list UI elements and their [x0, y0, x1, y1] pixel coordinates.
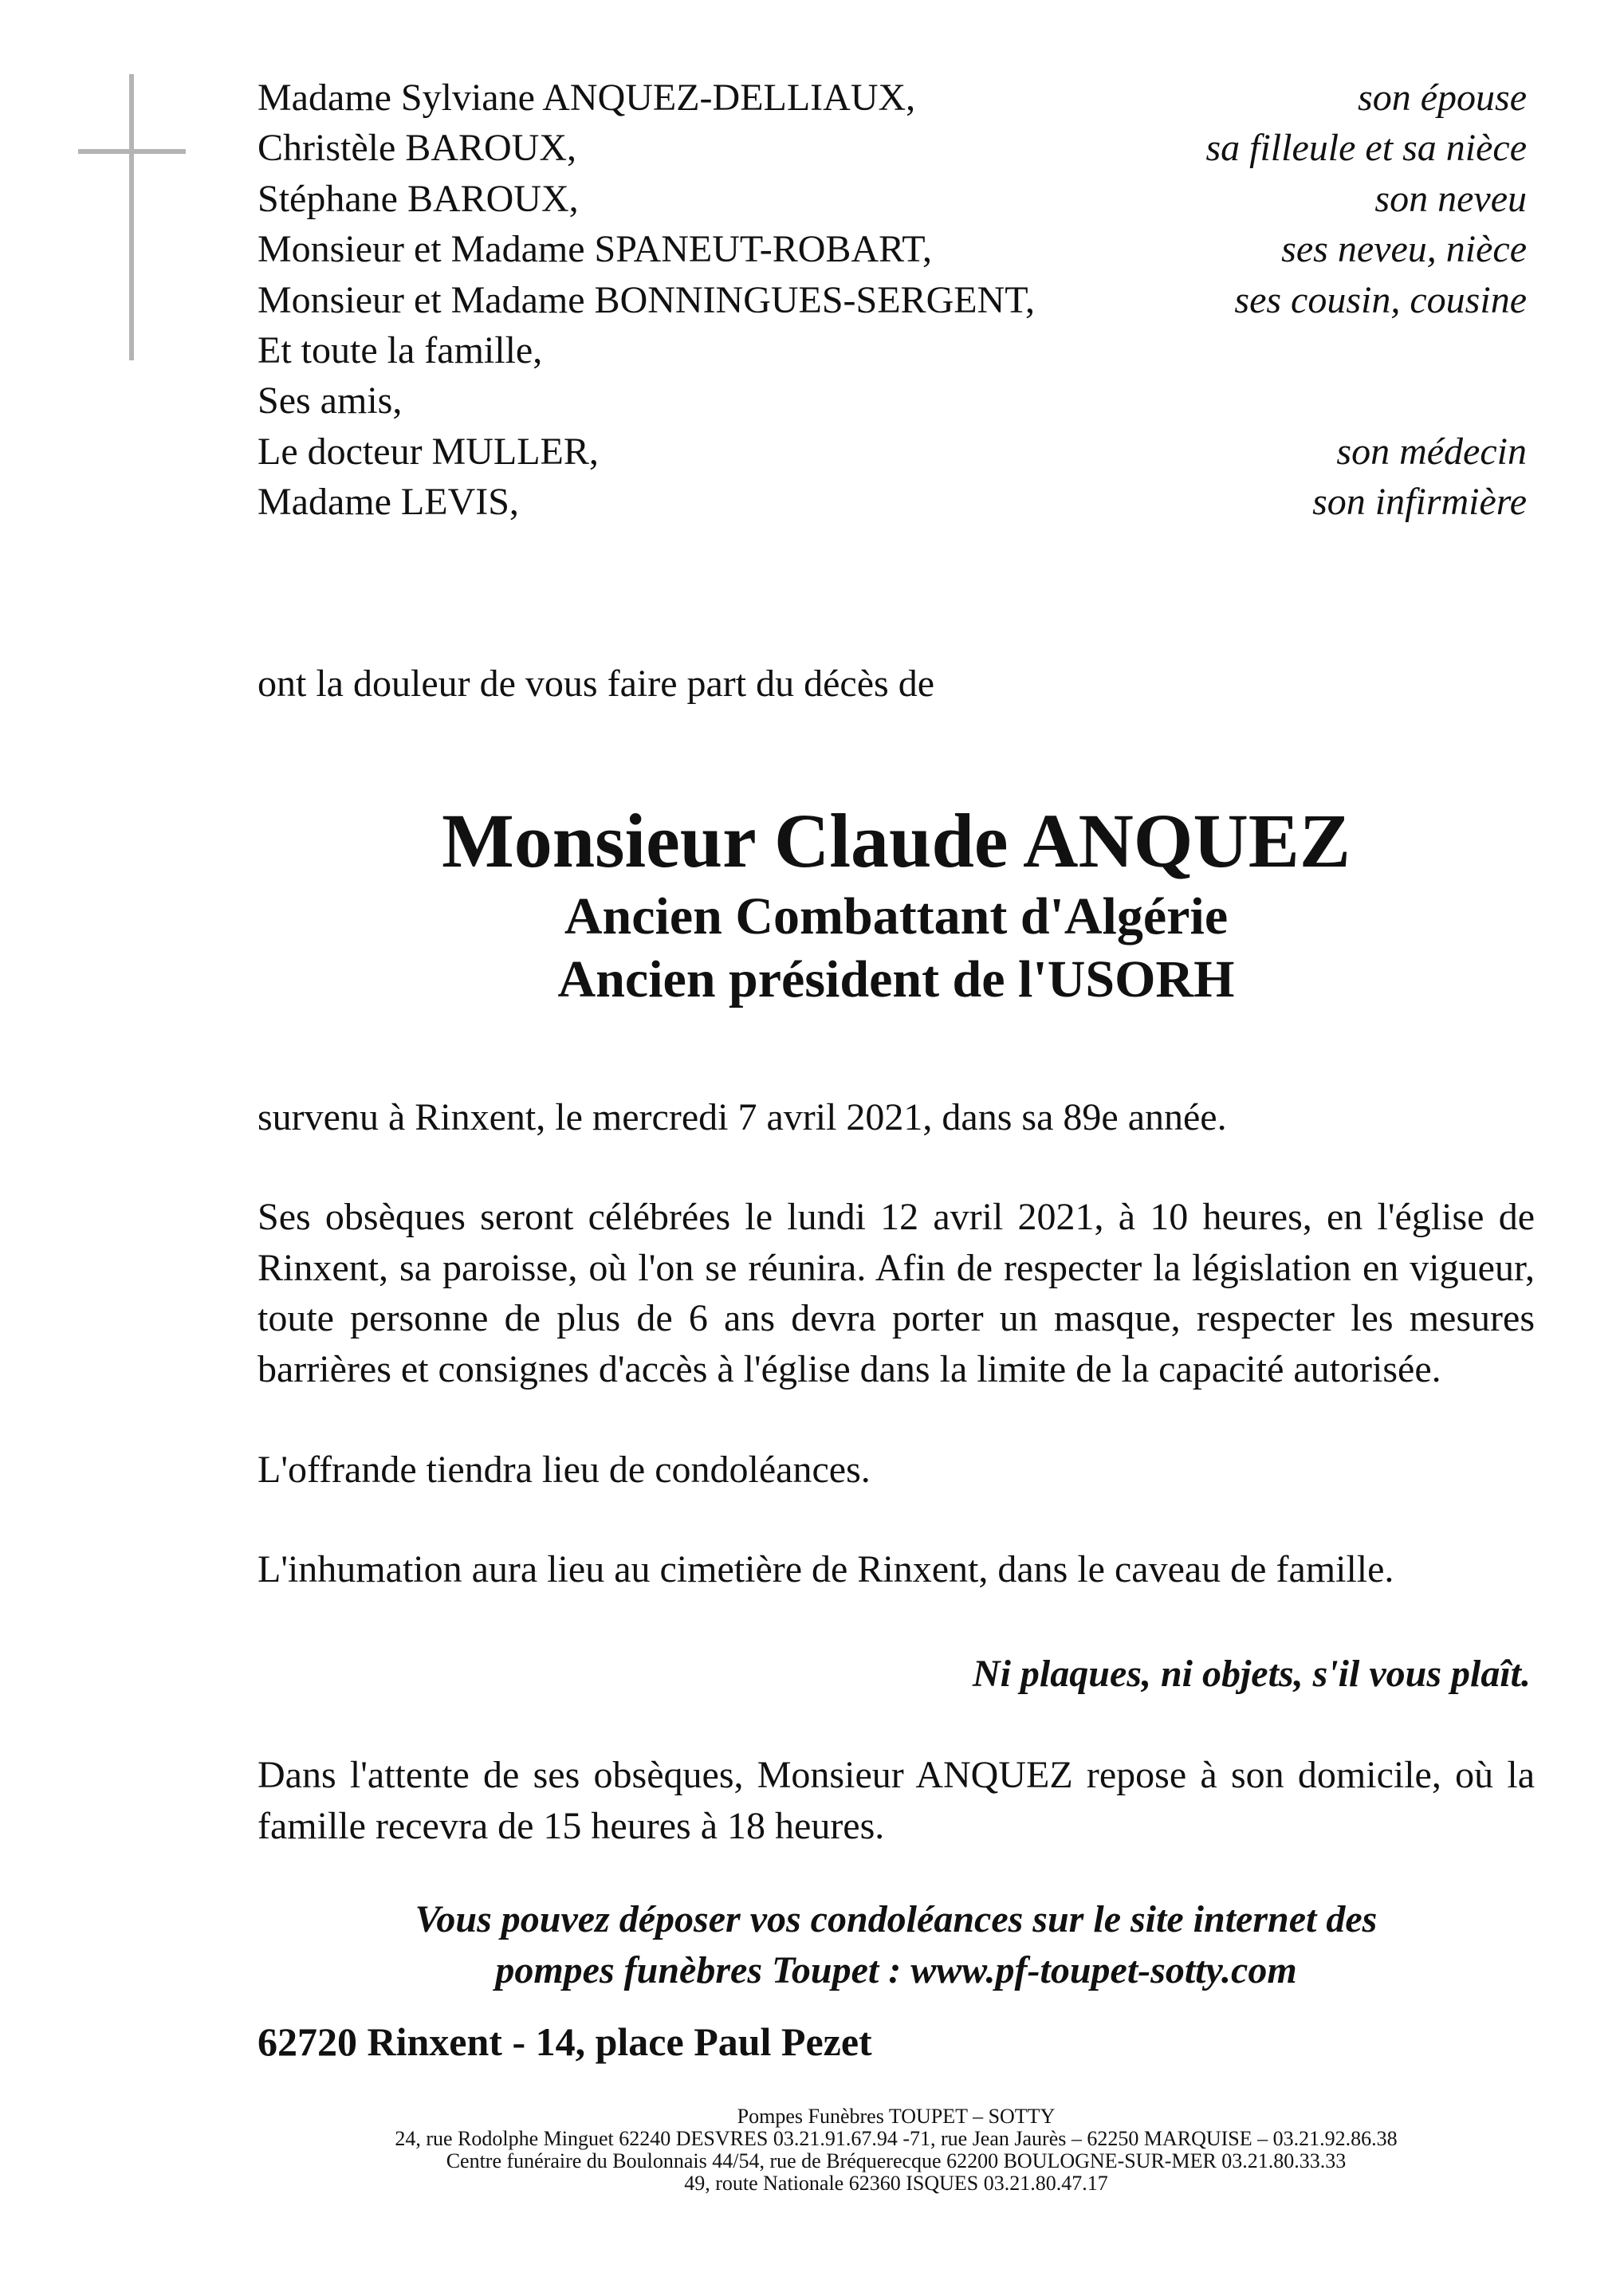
condolences-line: Vous pouvez déposer vos condoléances sur le site internet des	[415, 1898, 1378, 1940]
deceased-title: Ancien président de l'USORH	[557, 950, 1235, 1008]
family-name: Stéphane BAROUX,	[258, 177, 579, 220]
family-name: Ses amis,	[258, 379, 403, 423]
family-row	[258, 375, 1529, 426]
family-role	[1527, 375, 1529, 426]
family-list	[258, 73, 1529, 528]
family-name: Le docteur MULLER,	[258, 430, 599, 473]
family-row	[258, 73, 1529, 123]
family-role: son médecin	[1336, 430, 1527, 473]
intro-text: ont la douleur de vous faire part du décès de	[258, 662, 935, 705]
family-row	[258, 224, 1529, 274]
burial-text: L'inhumation aura lieu au cimetière de Rinxent, dans le caveau de famille.	[258, 1548, 1394, 1590]
footer-line: Pompes Funèbres TOUPET – SOTTY	[737, 2105, 1056, 2128]
footer-line: Centre funéraire du Boulonnais 44/54, rue de Bréquerecque 62200 BOULOGNE-SUR-MER 03.21.80.33.33	[446, 2149, 1347, 2172]
footer-line: 24, rue Rodolphe Minguet 62240 DESVRES 03.21.91.67.94 -71, rue Jean Jaurès – 62250 MARQUISE – 03.21.92.86.38	[395, 2127, 1398, 2150]
funeral-line: barrières et consignes d'accès à l'église dans la limite de la capacité autorisée.	[258, 1347, 1441, 1390]
footer-line: 49, route Nationale 62360 ISQUES 03.21.80.47.17	[684, 2172, 1108, 2195]
family-role: ses cousin, cousine	[1234, 278, 1527, 321]
visitation-line: famille recevra de 15 heures à 18 heures.	[258, 1804, 885, 1847]
no-plaques-notice: Ni plaques, ni objets, s'il vous plaît.	[972, 1653, 1531, 1695]
family-name: Et toute la famille,	[258, 328, 543, 372]
family-name: Christèle BAROUX,	[258, 127, 576, 170]
cross-icon-vertical-bar	[129, 74, 134, 360]
family-row	[258, 477, 1529, 527]
condolences-line: pompes funèbres Toupet : www.pf-toupet-sotty.com	[495, 1948, 1297, 1991]
deceased-name: Monsieur Claude ANQUEZ	[442, 798, 1351, 883]
funeral-paragraph	[258, 1192, 1535, 1394]
family-role: son épouse	[1358, 77, 1527, 119]
family-row	[258, 174, 1529, 224]
cross-icon-horizontal-bar	[78, 149, 186, 154]
family-name: Monsieur et Madame SPANEUT-ROBART,	[258, 228, 932, 271]
family-row	[258, 325, 1529, 375]
address-line: 62720 Rinxent - 14, place Paul Pezet	[258, 2019, 872, 2064]
visitation-paragraph	[258, 1750, 1535, 1851]
family-role: ses neveu, nièce	[1281, 228, 1527, 271]
funeral-line: toute personne de plus de 6 ans devra porter un masque, respecter les mesures	[258, 1297, 1535, 1339]
death-notice: survenu à Rinxent, le mercredi 7 avril 2021, dans sa 89e année.	[258, 1096, 1227, 1138]
visitation-line: Dans l'attente de ses obsèques, Monsieur ANQUEZ repose à son domicile, où la	[258, 1754, 1535, 1796]
family-role: sa filleule et sa nièce	[1205, 127, 1527, 170]
condolences-notice	[258, 1894, 1535, 1995]
family-name: Madame LEVIS,	[258, 481, 519, 524]
deceased-title: Ancien Combattant d'Algérie	[564, 887, 1229, 946]
family-name: Monsieur et Madame BONNINGUES-SERGENT,	[258, 278, 1035, 321]
family-row	[258, 123, 1529, 173]
family-row	[258, 427, 1529, 477]
family-role: son infirmière	[1312, 481, 1527, 524]
offering-text: L'offrande tiendra lieu de condoléances.	[258, 1449, 871, 1491]
family-name: Madame Sylviane ANQUEZ-DELLIAUX,	[258, 77, 916, 119]
family-role: son neveu	[1374, 177, 1527, 220]
family-row	[258, 275, 1529, 325]
family-role	[1527, 325, 1529, 375]
funeral-line: Ses obsèques seront célébrées le lundi 12 avril 2021, à 10 heures, en l'église de	[258, 1196, 1535, 1238]
funeral-home-footer	[258, 2105, 1535, 2195]
funeral-line: Rinxent, sa paroisse, où l'on se réunira. Afin de respecter la législation en vigueur,	[258, 1246, 1535, 1289]
